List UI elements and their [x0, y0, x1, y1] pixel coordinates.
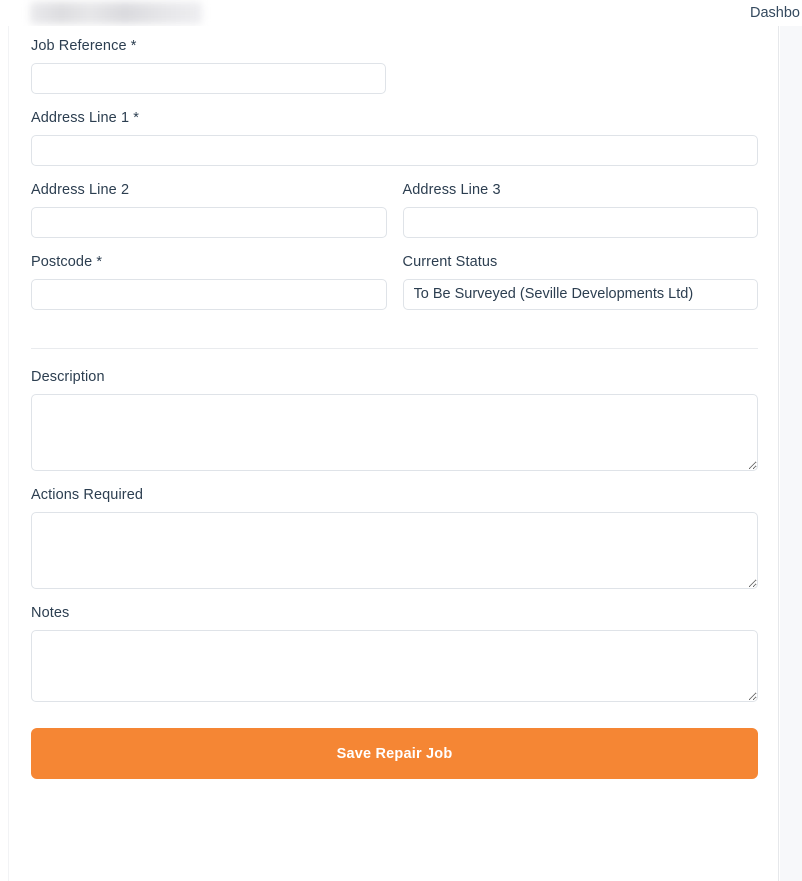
address-line-1-input[interactable] [31, 135, 758, 166]
description-textarea[interactable] [31, 394, 758, 471]
section-divider [31, 348, 758, 349]
address-line-2-input[interactable] [31, 207, 387, 238]
save-repair-job-button[interactable]: Save Repair Job [31, 728, 758, 779]
repair-job-form-card [8, 26, 779, 881]
address-line-2-field [31, 182, 387, 238]
job-reference-field [31, 38, 758, 94]
brand-logo [30, 2, 202, 24]
notes-label: Notes [31, 605, 70, 621]
address-line-2-label: Address Line 2 [31, 182, 130, 198]
job-reference-label: Job Reference * [31, 38, 137, 54]
nav-item-dashboard[interactable]: Dashbo [750, 5, 800, 21]
postcode-status-row [31, 254, 758, 326]
address-line-3-label: Address Line 3 [402, 182, 501, 198]
postcode-label: Postcode * [31, 254, 103, 270]
top-navigation-bar [0, 0, 802, 26]
description-field [31, 369, 758, 471]
address-line-1-label: Address Line 1 * [31, 110, 139, 126]
address-line-3-field [403, 182, 759, 238]
address-line-3-input[interactable] [403, 207, 759, 238]
description-label: Description [31, 369, 105, 385]
repair-job-form [31, 38, 758, 779]
notes-field [31, 605, 758, 702]
job-reference-input[interactable] [31, 63, 386, 94]
current-status-label: Current Status [402, 254, 498, 270]
actions-required-label: Actions Required [31, 487, 144, 503]
current-status-input[interactable] [403, 279, 759, 310]
current-status-field [403, 254, 759, 310]
address-2-3-row [31, 182, 758, 254]
postcode-input[interactable] [31, 279, 387, 310]
postcode-field [31, 254, 387, 310]
actions-required-textarea[interactable] [31, 512, 758, 589]
address-line-1-field [31, 110, 758, 166]
actions-required-field [31, 487, 758, 589]
page-background-strip [780, 26, 802, 881]
notes-textarea[interactable] [31, 630, 758, 702]
